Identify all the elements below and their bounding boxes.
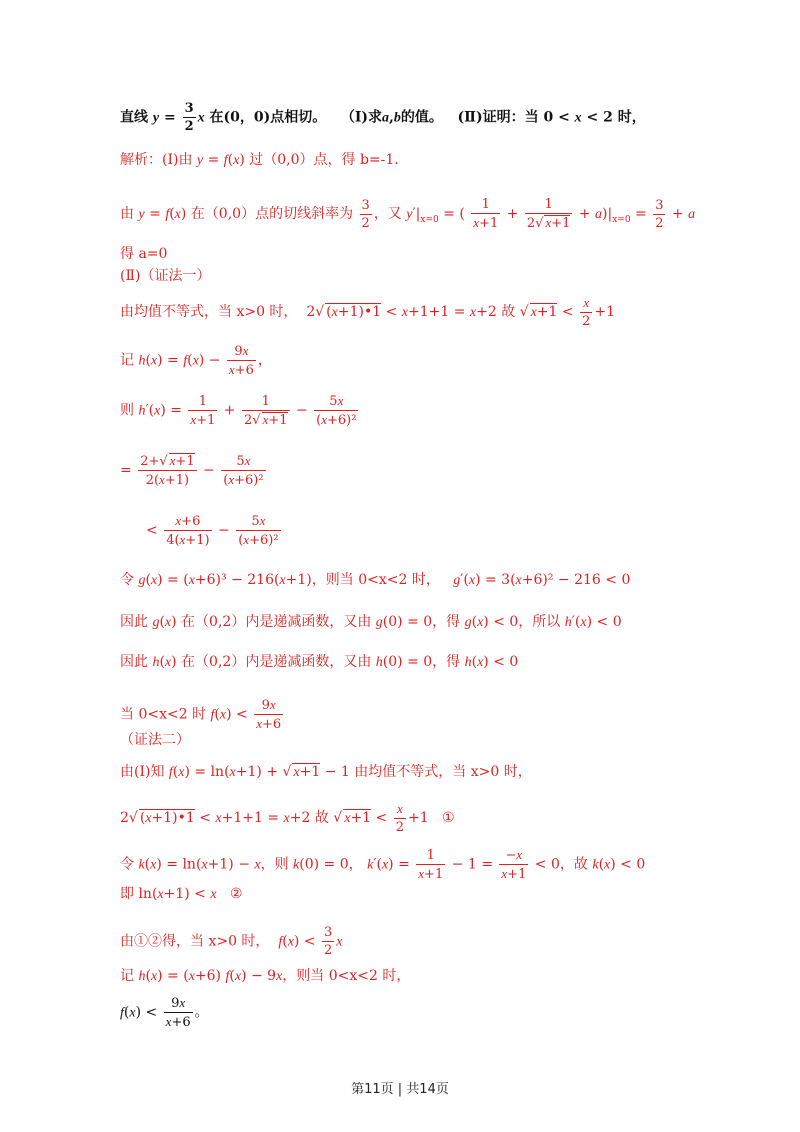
define-h-line-2: 记 h(x) = (x+6) f(x) − 9x，则当 0<x<2 时，	[120, 968, 411, 984]
solution-part1-line: 解析：(Ⅰ)由 y = f(x) 过（0,0）点，得 b=-1.	[120, 152, 399, 168]
combined-inequality-line: 由①②得，当 x>0 时， f(x) < $\frac{3}{2}$ x	[120, 925, 343, 958]
proof-method-1-heading: (Ⅱ)（证法一）	[120, 268, 211, 284]
f-definition-line: 由(Ⅰ)知 f(x) = ln(x+1) + √ x+1 − 1 由均值不等式，当 x>0 时，	[120, 764, 532, 780]
h-derivative-simplified-line: = $\frac{2+√ x+1}{2(x+1)}$ − $\frac{5x}{\text{(x+6)²}}$	[120, 453, 264, 488]
define-k-line: 令 k(x) = ln(x+1) − x，则 k(0) = 0， k′(x) = $\frac{1}{x+1}$ − 1 = $\frac{-x}{x+1}$ < 0，故 k(x) < 0	[120, 847, 646, 882]
page-footer: 第11页 | 共14页	[351, 1082, 449, 1097]
final-conclusion-line: f(x) < $\frac{9x}{x+6}$ 。	[120, 995, 209, 1030]
mean-inequality-line-2: 2√ (x+1)•1 < x+1+1 = x+2 故 √ x+1 < $\frac{x}{2}$ +1 ①	[120, 801, 455, 835]
ln-inequality-line: 即 ln(x+1) < x ②	[120, 886, 243, 902]
h-decreasing-line: 因此 h(x) 在（0,2）内是递减函数，又由 h(0) = 0，得 h(x) < 0	[120, 654, 519, 670]
conclusion-method-1-line: 当 0<x<2 时 f(x) < $\frac{9x}{x+6}$	[120, 697, 282, 732]
fraction: $\frac{3}{2}$	[184, 101, 194, 134]
g-decreasing-line: 因此 g(x) 在（0,2）内是递减函数，又由 g(0) = 0，得 g(x) < 0，所以 h′(x) < 0	[120, 614, 622, 630]
proof-method-2-heading: （证法二）	[120, 732, 190, 748]
h-derivative-line: 则 h′(x) = $\frac{1}{x+1}$ + $\frac{1}{2√ x+1}$ − $\frac{5x}{\text{(x+6)²}}$	[120, 393, 357, 428]
h-derivative-bound-line: < $\frac{x+6}{4(x+1)}$ − $\frac{5x}{\text{(x+6)²}}$	[146, 513, 279, 548]
result-a-line: 得 a=0	[120, 246, 168, 262]
mean-inequality-line: 由均值不等式，当 x>0 时， 2√ (x+1)•1 < x+1+1 = x+2 故 √ x+1 < $\frac{x}{2}$ +1	[120, 295, 615, 329]
problem-statement-line: 直线 y = $\frac{3}{2}$ x 在(0，0)点相切。 （Ⅰ)求a,b的值。 (Ⅱ)证明：当 0 < x < 2 时，	[120, 101, 646, 134]
slope-derivation-line: 由 y = f(x) 在（0,0）点的切线斜率为 $\frac{3}{2}$ ，又 $y'|_{x=0}$ = ( $\frac{1}{x+1}$ + $\frac{1}{2√ x+1}$ + $a)|_{x=0}$ = $\frac{3}{2}$ + a	[120, 197, 696, 231]
define-g-line: 令 g(x) = (x+6)³ − 216(x+1)，则当 0<x<2 时， g′(x) = 3(x+6)² − 216 < 0	[120, 572, 631, 588]
define-h-line: 记 h(x) = f(x) − $\frac{9x}{x+6}$ ，	[120, 343, 272, 378]
